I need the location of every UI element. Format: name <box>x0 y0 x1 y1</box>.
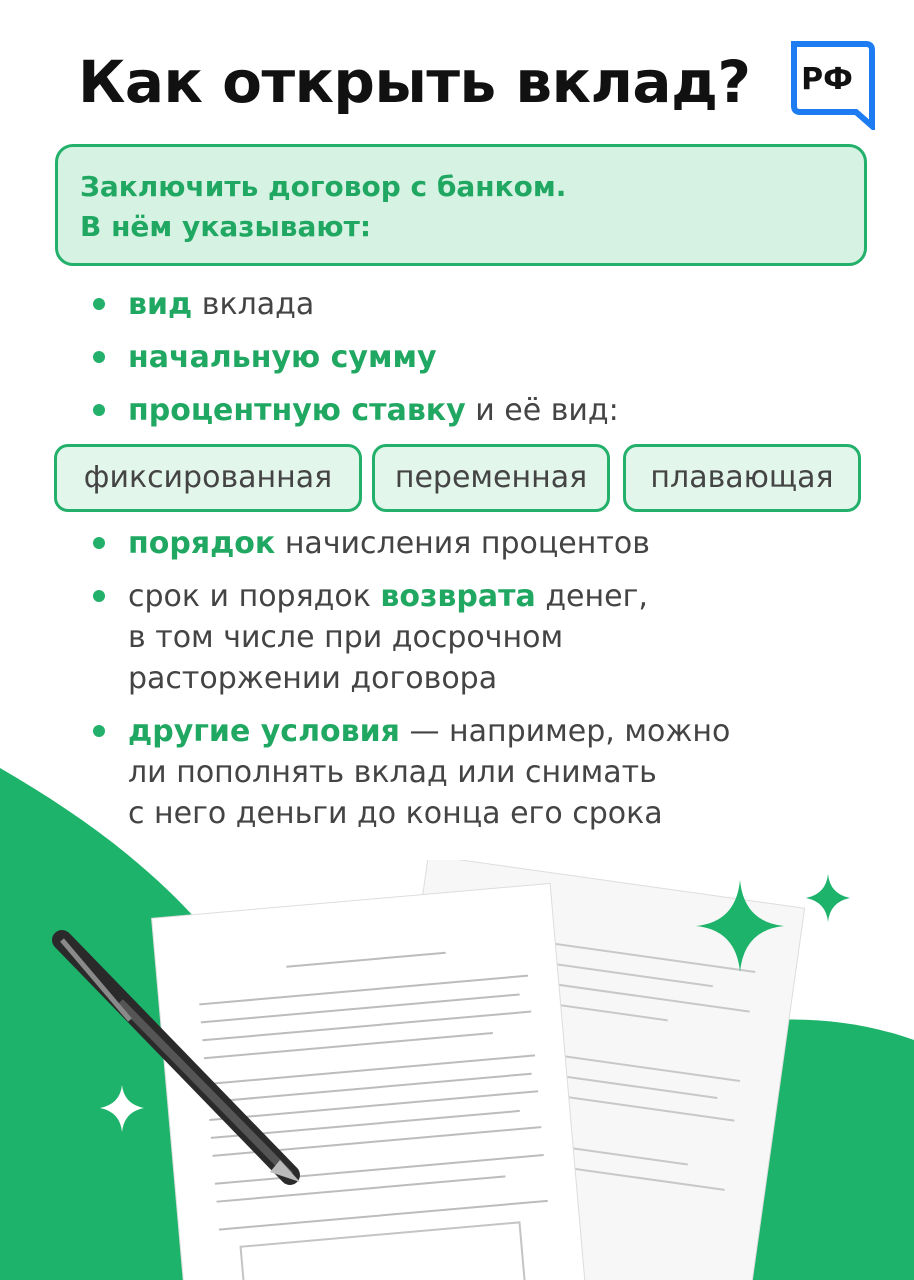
intro-line-2: В нём указывают: <box>80 210 372 243</box>
intro-line-1: Заключить договор с банком. <box>80 170 567 203</box>
bullet-dot <box>93 537 105 549</box>
bullet-dot <box>93 725 105 737</box>
sparkle-icon <box>100 1085 144 1132</box>
list-item-text: — например, можно <box>399 714 731 749</box>
front-document <box>152 883 589 1280</box>
list-item-text: и её вид: <box>465 393 619 428</box>
logo-text: РФ <box>801 62 853 97</box>
rate-type-variable: переменная <box>372 444 610 512</box>
list-item-line: с него деньги до конца его срока <box>128 796 663 831</box>
page-title: Как открыть вклад? <box>78 48 751 116</box>
list-item-type <box>128 284 314 325</box>
list-item-text: срок и порядок <box>128 579 381 614</box>
list-item-text: вклада <box>192 287 315 322</box>
list-item-other-conditions <box>128 711 730 834</box>
bullet-dot <box>93 351 105 363</box>
list-item-line: в том числе при досрочном <box>128 620 564 655</box>
list-item-line: расторжении договора <box>128 661 498 696</box>
list-item-line: ли пополнять вклад или снимать <box>128 755 657 790</box>
list-item-bold: порядок <box>128 526 276 561</box>
list-item-bold: начальную сумму <box>128 340 437 375</box>
bullet-dot <box>93 590 105 602</box>
list-item-interest-order <box>128 523 650 564</box>
list-item-bold: возврата <box>380 579 536 614</box>
list-item-initial-sum <box>128 337 437 378</box>
bullet-dot <box>93 404 105 416</box>
list-item-bold: процентную ставку <box>128 393 466 428</box>
rate-type-fixed: фиксированная <box>54 444 362 512</box>
rate-type-floating: плавающая <box>623 444 861 512</box>
list-item-bold: вид <box>128 287 193 322</box>
list-item-bold: другие условия <box>128 714 400 749</box>
intro-box <box>55 144 867 266</box>
bullet-dot <box>93 298 105 310</box>
list-item-text: денег, <box>535 579 648 614</box>
list-item-rate <box>128 390 619 431</box>
list-item-return <box>128 576 648 699</box>
list-item-text: начисления процентов <box>275 526 650 561</box>
contract-illustration <box>0 860 914 1280</box>
sparkle-icon <box>806 874 850 922</box>
